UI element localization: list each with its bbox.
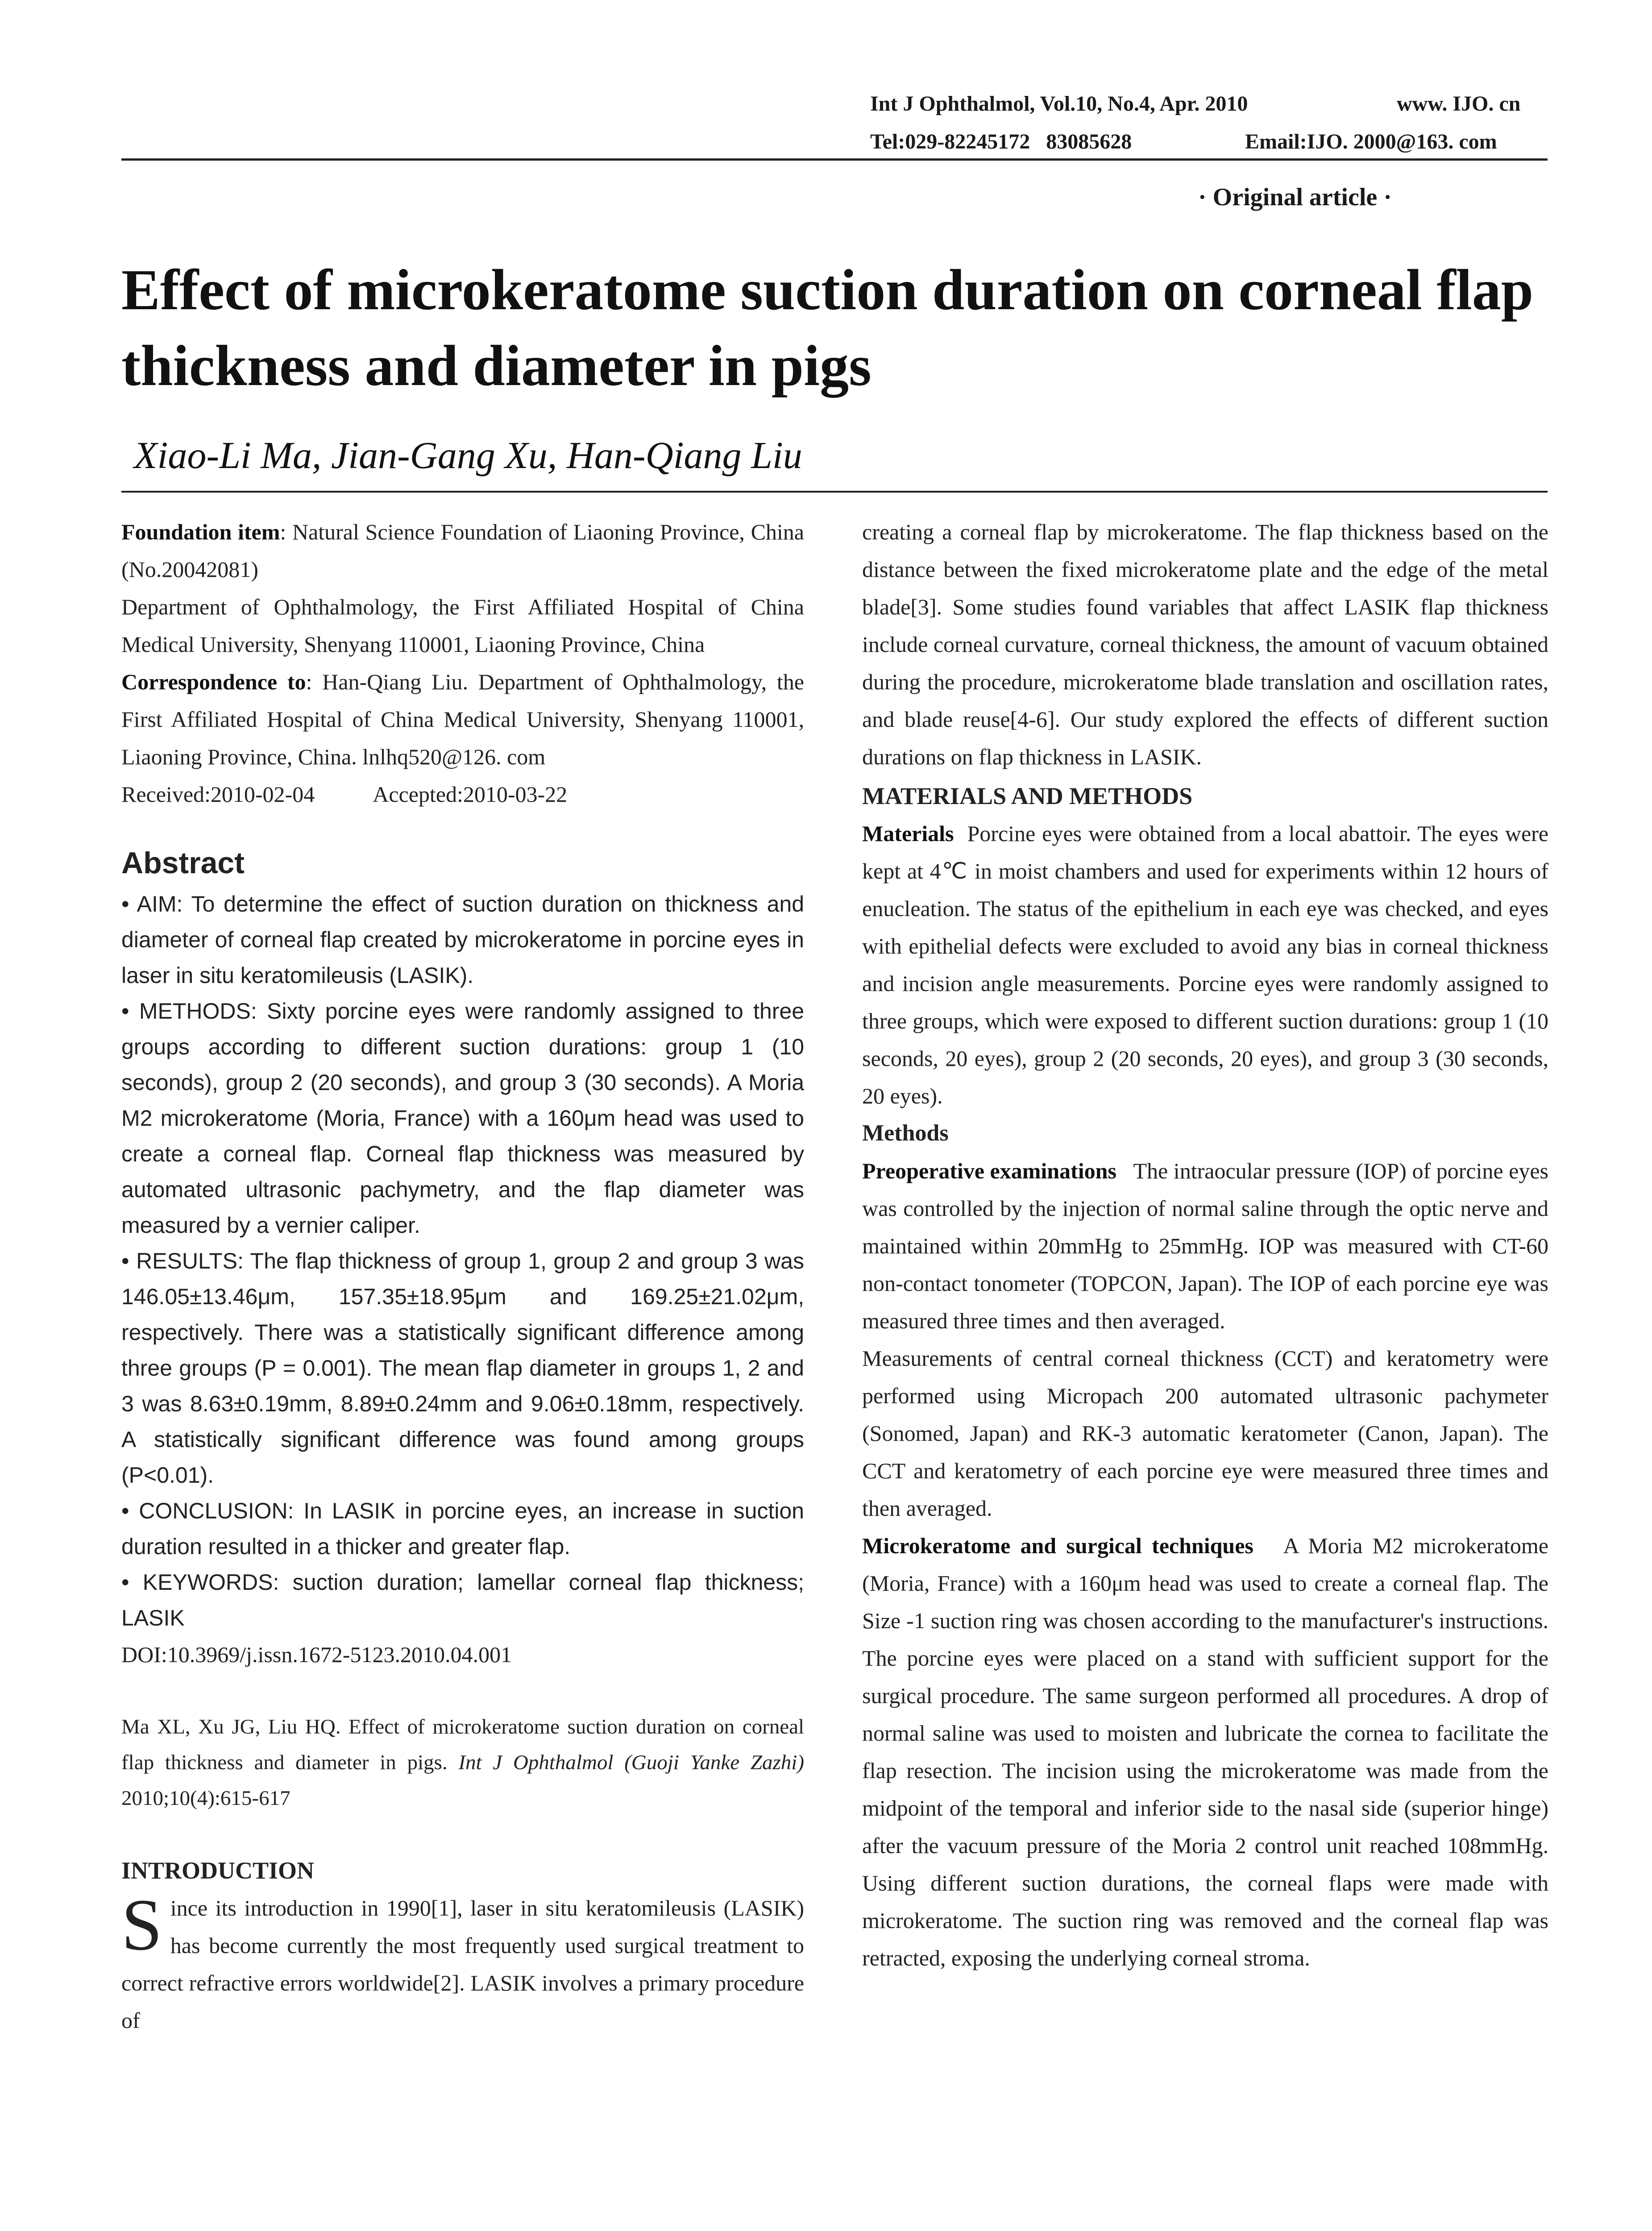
abstract-aim: • AIM: To determine the effect of suction duration on thickness and diameter of corneal flap created by microkeratome in porcine eyes in laser in situ keratomileusis (LASIK).	[121, 892, 804, 988]
title-rule	[121, 491, 1548, 493]
correspondence-text: : Han-Qiang Liu. Department of Ophthalmology, the First Affiliated Hospital of China Medical University, Shenyang 110001, Liaoning Province, China. lnlhq520@126. com	[121, 669, 804, 769]
doi: DOI:10.3969/j.issn.1672-5123.2010.04.001	[121, 1642, 512, 1667]
intro-continued: creating a corneal flap by microkeratome. The flap thickness based on the distance between the fixed microkeratome plate and the edge of the metal blade[3]. Some studies found variables that affect LASIK flap thickness include corneal curvature, corneal thickness, the amount of vacuum obtained during the procedure, microkeratome blade translation and oscillation rates, and blade reuse[4-6]. Our study explored the effects of different suction durations on flap thickness in LASIK.	[862, 519, 1548, 769]
abstract-methods: • METHODS: Sixty porcine eyes were randomly assigned to three groups according to different suction durations: group 1 (10 seconds), group 2 (20 seconds), and group 3 (30 seconds). A Moria M2 microkeratome (Moria, France) with a 160μm head was used to create a corneal flap. Corneal flap thickness was measured by automated ultrasonic pachymetry, and the flap diameter was measured by a vernier caliper.	[121, 999, 804, 1238]
journal-info: Int J Ophthalmol, Vol.10, No.4, Apr. 2010	[870, 92, 1248, 116]
cct-paragraph: Measurements of central corneal thickness (CCT) and keratometry were performed using Micropach 200 automated ultrasonic pachymeter (Sonomed, Japan) and RK-3 automatic keratometer (Canon, Japan). The CCT and keratometry of each porcine eye were measured three times and then averaged.	[862, 1346, 1548, 1521]
department: Department of Ophthalmology, the First Affiliated Hospital of China Medical University, Shenyang 110001, Liaoning Province, China	[121, 594, 804, 657]
materials-methods-heading: MATERIALS AND METHODS	[862, 783, 1193, 809]
correspondence-label: Correspondence to	[121, 669, 306, 694]
introduction-text	[121, 1884, 804, 2039]
foundation-label: Foundation item	[121, 519, 280, 544]
left-column	[121, 513, 804, 2039]
citation-text: Ma XL, Xu JG, Liu HQ. Effect of microkeratome suction duration on corneal flap thickness and diameter in pigs.	[121, 1715, 804, 1774]
abstract-results: • RESULTS: The flap thickness of group 1, group 2 and group 3 was 146.05±13.46μm, 157.35±18.95μm and 169.25±21.02μm, respectively. There was a statistically significant difference among three groups (P = 0.001). The mean flap diameter in groups 1, 2 and 3 was 8.63±0.19mm, 8.89±0.24mm and 9.06±0.18mm, respectively. A statistically significant difference was found among groups (P<0.01).	[121, 1248, 804, 1488]
drop-cap: S	[121, 1884, 162, 1966]
abstract-keywords: • KEYWORDS: suction duration; lamellar corneal flap thickness; LASIK	[121, 1570, 804, 1630]
article-title: Effect of microkeratome suction duration on corneal flap thickness and diameter in pigs	[121, 258, 1534, 398]
abstract-heading: Abstract	[121, 846, 245, 880]
materials-text: Porcine eyes were obtained from a local abattoir. The eyes were kept at 4℃ in moist chambers and used for experiments within 12 hours of enucleation. The status of the epithelium in each eye was checked, and eyes with epithelial defects were excluded to avoid any bias in corneal thickness and incision angle measurements. Porcine eyes were randomly assigned to three groups, which were exposed to different suction durations: group 1 (10 seconds, 20 eyes), group 2 (20 seconds, 20 eyes), and group 3 (30 seconds, 20 eyes).	[862, 821, 1548, 1108]
dates	[121, 775, 804, 813]
right-column	[862, 513, 1548, 1977]
materials-label: Materials	[862, 821, 954, 846]
foundation-item	[121, 513, 804, 588]
introduction-body: ince its introduction in 1990[1], laser in situ keratomileusis (LASIK) has become currently the most frequently used surgical treatment to correct refractive errors worldwide[2]. LASIK involves a primary procedure of	[121, 1895, 804, 2033]
foundation-text: : Natural Science Foundation of Liaoning Province, China (No.20042081)	[121, 519, 804, 582]
journal-email: Email:IJO. 2000@163. com	[1245, 130, 1497, 153]
accepted-date: Accepted:2010-03-22	[373, 782, 568, 807]
author-list: Xiao-Li Ma, Jian-Gang Xu, Han-Qiang Liu	[134, 434, 802, 477]
header-rule	[121, 158, 1548, 161]
journal-tel: Tel:029-82245172 83085628	[870, 130, 1132, 153]
article-type: · Original article ·	[1198, 183, 1392, 211]
methods-heading: Methods	[862, 1120, 949, 1146]
preop-label: Preoperative examinations	[862, 1158, 1117, 1183]
preop-text: The intraocular pressure (IOP) of porcine eyes was controlled by the injection of normal saline through the optic nerve and maintained within 20mmHg to 25mmHg. IOP was measured with CT-60 non-contact tonometer (TOPCON, Japan). The IOP of each porcine eye was measured three times and then averaged.	[862, 1158, 1548, 1333]
correspondence	[121, 663, 804, 775]
citation-journal: Int J Ophthalmol (Guoji Yanke Zazhi)	[458, 1751, 804, 1774]
citation-ref: 2010;10(4):615-617	[121, 1787, 291, 1810]
abstract-conclusion: • CONCLUSION: In LASIK in porcine eyes, an increase in suction duration resulted in a thicker and greater flap.	[121, 1498, 804, 1559]
journal-website: www. IJO. cn	[1397, 92, 1521, 116]
materials-paragraph	[862, 815, 1548, 1115]
preop-paragraph	[862, 1152, 1548, 1339]
citation	[121, 1709, 804, 1816]
received-date: Received:2010-02-04	[121, 782, 315, 807]
introduction-heading: INTRODUCTION	[121, 1857, 315, 1884]
microkeratome-text: A Moria M2 microkeratome (Moria, France) with a 160μm head was used to create a corneal flap. The Size -1 suction ring was chosen according to the manufacturer's instructions. The porcine eyes were placed on a stand with sufficient support for the surgical procedure. The same surgeon performed all procedures. A drop of normal saline was used to moisten and lubricate the cornea to facilitate the flap resection. The incision using the microkeratome was made from the midpoint of the temporal and inferior side to the nasal side (superior hinge) after the vacuum pressure of the Moria 2 control unit reached 108mmHg. Using different suction durations, the corneal flaps were made with microkeratome. The suction ring was removed and the corneal flap was retracted, exposing the underlying corneal stroma.	[862, 1533, 1548, 1970]
microkeratome-label: Microkeratome and surgical techniques	[862, 1533, 1254, 1558]
microkeratome-paragraph	[862, 1527, 1548, 1977]
